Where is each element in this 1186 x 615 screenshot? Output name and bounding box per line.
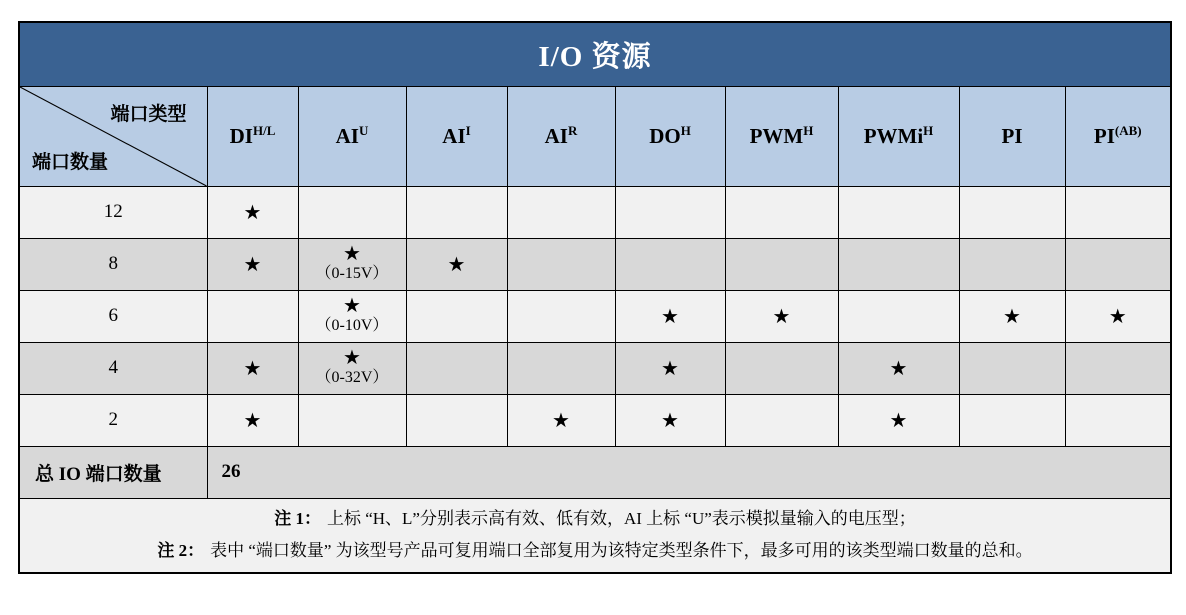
empty-cell: [1065, 238, 1171, 290]
star-icon: ★: [889, 407, 908, 432]
column-header-pi-ab: $PI^{(AB)}$: [1065, 86, 1171, 186]
total-row: [19, 446, 1171, 498]
row-count-cell: 2: [19, 394, 207, 446]
row-count-cell: 4: [19, 342, 207, 394]
empty-cell: [615, 238, 725, 290]
notes-row: [19, 498, 1171, 573]
star-icon: ★: [661, 407, 679, 432]
io-resource-table: [18, 21, 1172, 574]
star-cell: [838, 342, 959, 394]
star-cell: [207, 186, 298, 238]
star-icon: ★: [552, 407, 570, 432]
empty-cell: [1065, 394, 1171, 446]
port-count-row-4: [19, 342, 1171, 394]
empty-cell: [406, 394, 507, 446]
column-header-ai-i: $AI^I$: [406, 86, 507, 186]
star-icon: ★: [772, 303, 791, 328]
star-cell: [298, 342, 406, 394]
title-row: [19, 22, 1171, 86]
column-header-do-h: $DO^H$: [615, 86, 725, 186]
row-count-cell: 6: [19, 290, 207, 342]
empty-cell: [406, 290, 507, 342]
star-cell: [838, 394, 959, 446]
column-header-di-hl: $DI^{H/L}$: [207, 86, 298, 186]
note-line-2: [20, 539, 1170, 564]
empty-cell: [406, 342, 507, 394]
empty-cell: [1065, 186, 1171, 238]
empty-cell: [507, 186, 615, 238]
port-count-row-12: [19, 186, 1171, 238]
empty-cell: [725, 394, 838, 446]
star-icon: ★: [661, 303, 679, 328]
voltage-range-note: （0-32V）: [315, 369, 389, 387]
star-cell: [298, 238, 406, 290]
star-icon: ★: [1003, 303, 1021, 328]
note-2-text: 表中 “端口数量” 为该型号产品可复用端口全部复用为该特定类型条件下，最多可用的该类型端口数量的总和。: [210, 541, 1033, 561]
empty-cell: [298, 394, 406, 446]
empty-cell: [406, 186, 507, 238]
star-cell: [406, 238, 507, 290]
column-header-row: [19, 86, 1171, 186]
corner-cell: [19, 86, 207, 186]
empty-cell: [507, 342, 615, 394]
row-count-cell: 8: [19, 238, 207, 290]
star-icon: ★: [447, 251, 466, 276]
star-cell: [959, 290, 1065, 342]
star-cell: [615, 394, 725, 446]
star-icon: ★: [661, 355, 679, 380]
star-cell: [207, 238, 298, 290]
star-cell: [298, 290, 406, 342]
star-cell: [615, 290, 725, 342]
star-cell: [507, 394, 615, 446]
star-icon: ★: [343, 293, 361, 318]
star-cell: [207, 342, 298, 394]
voltage-range-note: （0-15V）: [315, 265, 389, 283]
star-icon: ★: [243, 407, 262, 432]
note-line-1: [20, 507, 1170, 532]
note-1-label: 注 1：: [274, 508, 321, 528]
empty-cell: [725, 186, 838, 238]
star-cell: [207, 394, 298, 446]
empty-cell: [959, 342, 1065, 394]
star-icon: ★: [1108, 303, 1127, 328]
empty-cell: [838, 290, 959, 342]
empty-cell: [838, 238, 959, 290]
total-io-value: 26: [207, 446, 1171, 498]
empty-cell: [507, 238, 615, 290]
port-count-row-8: [19, 238, 1171, 290]
empty-cell: [507, 290, 615, 342]
total-io-label: 总 IO 端口数量: [19, 446, 207, 498]
star-icon: ★: [889, 355, 908, 380]
notes-cell: [19, 498, 1171, 573]
column-header-pwm-h: $PWM^H$: [725, 86, 838, 186]
column-header-ai-r: $AI^R$: [507, 86, 615, 186]
star-cell: [1065, 290, 1171, 342]
empty-cell: [959, 394, 1065, 446]
star-icon: ★: [243, 355, 262, 380]
row-count-cell: 12: [19, 186, 207, 238]
empty-cell: [959, 186, 1065, 238]
column-header-pwmi-h: PWMi$^H$: [838, 86, 959, 186]
port-count-row-2: [19, 394, 1171, 446]
empty-cell: [615, 186, 725, 238]
empty-cell: [207, 290, 298, 342]
corner-label-port-count: 端口数量: [32, 151, 109, 173]
empty-cell: [959, 238, 1065, 290]
star-cell: [725, 290, 838, 342]
empty-cell: [725, 238, 838, 290]
column-header-pi: PI: [959, 86, 1065, 186]
star-cell: [615, 342, 725, 394]
empty-cell: [1065, 342, 1171, 394]
port-count-row-6: [19, 290, 1171, 342]
empty-cell: [725, 342, 838, 394]
table-title: I/O 资源: [19, 22, 1171, 86]
note-1-text: 上标 “H、L”分别表示高有效、低有效，AI 上标 “U”表示模拟量输入的电压型；: [326, 508, 916, 528]
star-icon: ★: [243, 199, 262, 224]
star-icon: ★: [343, 345, 361, 370]
voltage-range-note: （0-10V）: [315, 317, 389, 335]
empty-cell: [298, 186, 406, 238]
column-header-ai-u: $AI^U$: [298, 86, 406, 186]
star-icon: ★: [243, 251, 262, 276]
star-icon: ★: [343, 241, 361, 266]
corner-label-port-type: 端口类型: [110, 103, 187, 125]
empty-cell: [838, 186, 959, 238]
note-2-label: 注 2：: [157, 541, 205, 561]
